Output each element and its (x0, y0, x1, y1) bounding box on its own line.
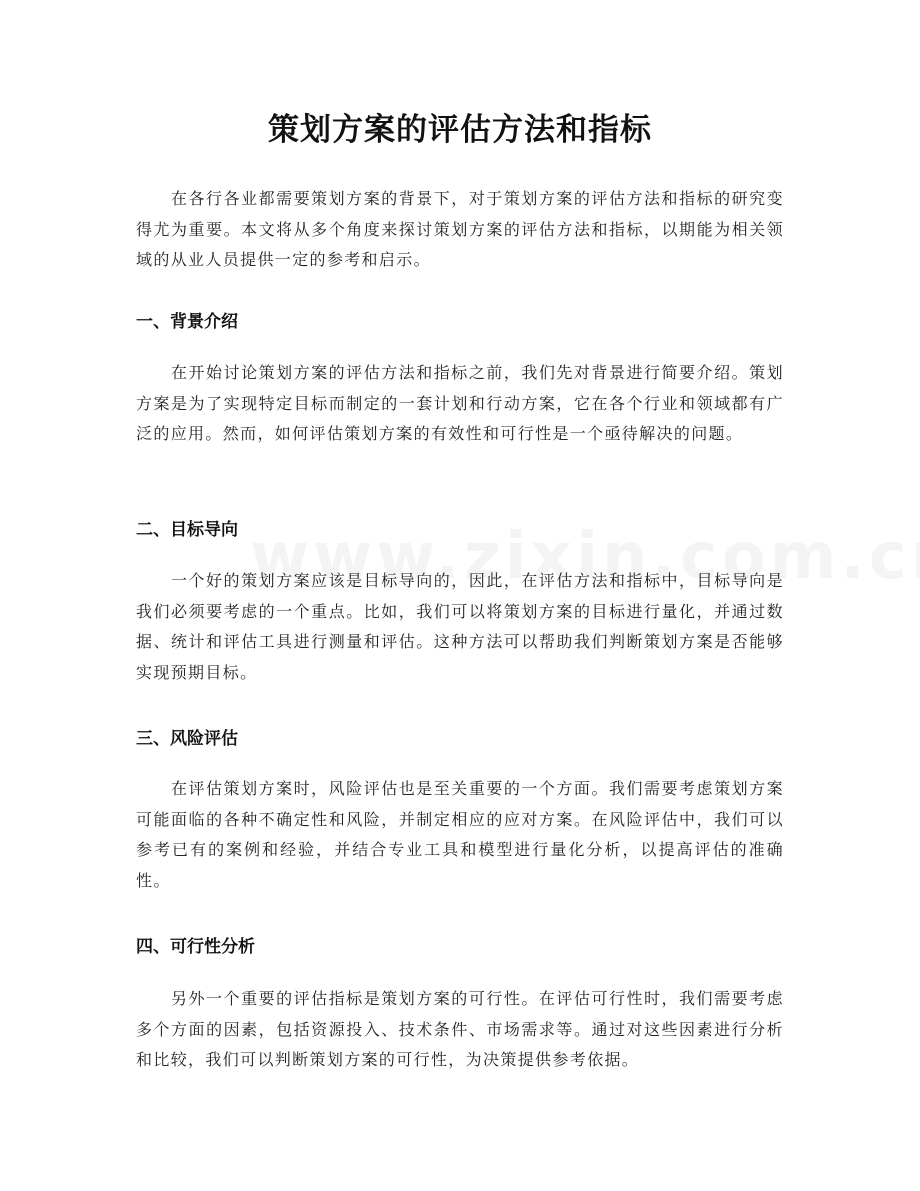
section-heading-feasibility: 四、可行性分析 (136, 937, 255, 957)
section-heading-background: 一、背景介绍 (136, 312, 238, 332)
section-heading-risk-assessment: 三、风险评估 (136, 729, 238, 749)
section-body-feasibility: 另外一个重要的评估指标是策划方案的可行性。在评估可行性时，我们需要考虑多个方面的因素，包括资源投入、技术条件、市场需求等。通过对这些因素进行分析和比较，我们可以判断策划方案的可行性，为决策提供参考依据。 (136, 989, 784, 1069)
document-title: 策划方案的评估方法和指标 (268, 112, 652, 148)
section-heading-goal-oriented: 二、目标导向 (136, 520, 238, 540)
section-body-risk-assessment: 在评估策划方案时，风险评估也是至关重要的一个方面。我们需要考虑策划方案可能面临的各种不确定性和风险，并制定相应的应对方案。在风险评估中，我们可以参考已有的案例和经验，并结合专业工具和模型进行量化分析，以提高评估的准确性。 (136, 779, 784, 890)
section-body-goal-oriented: 一个好的策划方案应该是目标导向的，因此，在评估方法和指标中，目标导向是我们必须要考虑的一个重点。比如，我们可以将策划方案的目标进行量化，并通过数据、统计和评估工具进行测量和评估。这种方法可以帮助我们判断策划方案是否能够实现预期目标。 (136, 571, 784, 682)
intro-paragraph: 在各行各业都需要策划方案的背景下，对于策划方案的评估方法和指标的研究变得尤为重要。本文将从多个角度来探讨策划方案的评估方法和指标，以期能为相关领域的从业人员提供一定的参考和启示。 (136, 189, 784, 269)
section-body-background: 在开始讨论策划方案的评估方法和指标之前，我们先对背景进行简要介绍。策划方案是为了实现特定目标而制定的一套计划和行动方案，它在各个行业和领域都有广泛的应用。然而，如何评估策划方案的有效性和可行性是一个亟待解决的问题。 (136, 363, 784, 443)
